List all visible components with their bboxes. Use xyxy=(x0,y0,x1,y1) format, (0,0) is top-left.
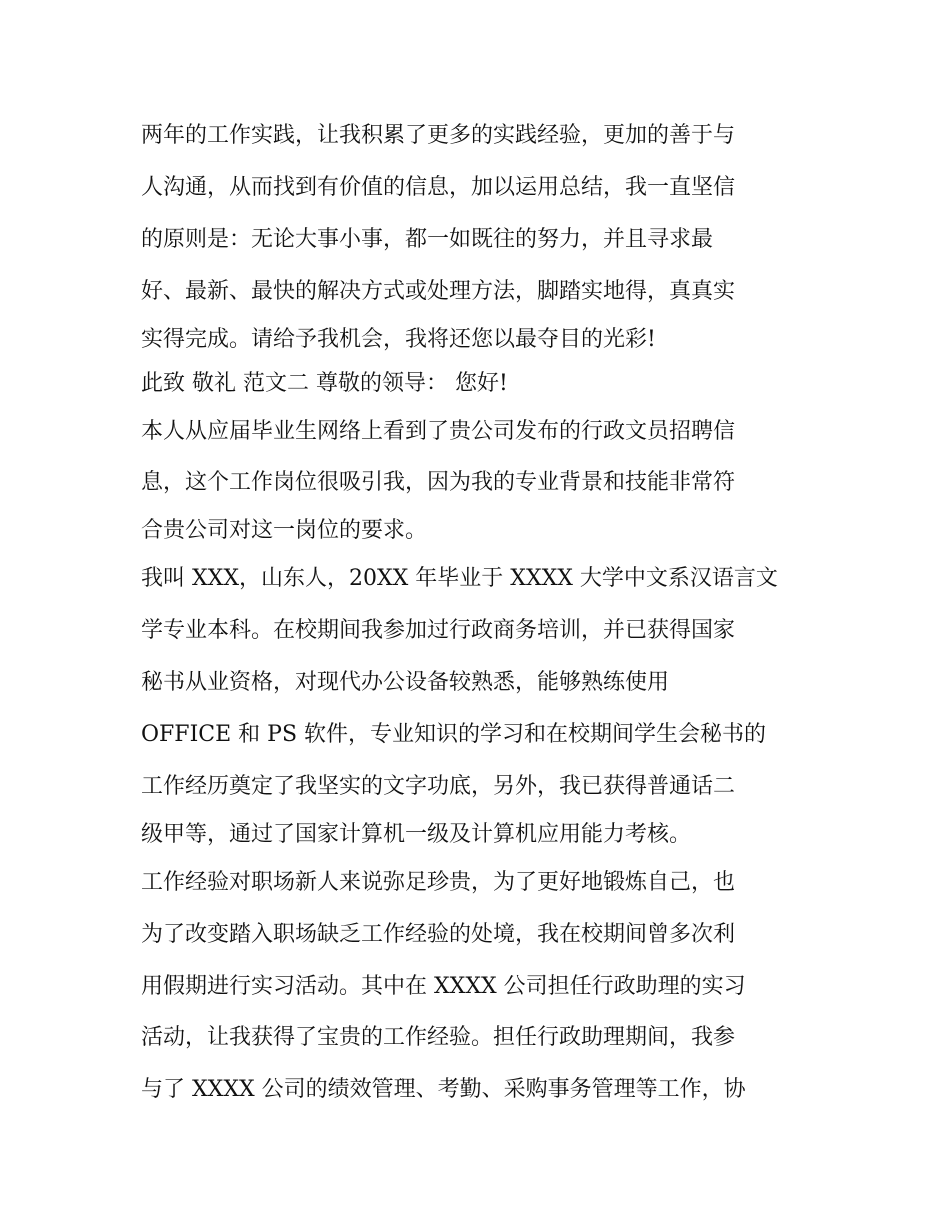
text-line: 级甲等，通过了国家计算机一级及计算机应用能力考核。 xyxy=(141,821,692,847)
text-line: 与了 XXXX 公司的绩效管理、考勤、采购事务管理等工作，协 xyxy=(141,1077,746,1103)
text-line: 活动，让我获得了宝贵的工作经验。担任行政助理期间，我参 xyxy=(141,1025,736,1051)
text-line: 工作经历奠定了我坚实的文字功底，另外，我已获得普通话二 xyxy=(141,773,736,799)
text-line: 我叫 XXX，山东人，20XX 年毕业于 XXXX 大学中文系汉语言文 xyxy=(141,566,778,592)
text-line: 用假期进行实习活动。其中在 XXXX 公司担任行政助理的实习 xyxy=(141,973,746,999)
document-body xyxy=(141,110,813,1116)
text-line: 两年的工作实践，让我积累了更多的实践经验，更加的善于与 xyxy=(141,123,736,148)
text-line: 秘书从业资格，对现代办公设备较熟悉，能够熟练使用 xyxy=(141,670,670,696)
text-line: 工作经验对职场新人来说弥足珍贵，为了更好地锻炼自己，也 xyxy=(141,869,736,895)
text-line: 息，这个工作岗位很吸引我，因为我的专业背景和技能非常符 xyxy=(141,470,736,496)
text-line: 好、最新、最快的解决方式或处理方法，脚踏实地得，真真实 xyxy=(141,278,736,304)
text-line: OFFICE 和 PS 软件，专业知识的学习和在校期间学生会秘书的 xyxy=(141,722,767,748)
text-line: 合贵公司对这一岗位的要求。 xyxy=(141,518,428,544)
text-line: 为了改变踏入职场缺乏工作经验的处境，我在校期间曾多次利 xyxy=(141,921,736,947)
text-line: 学专业本科。在校期间我参加过行政商务培训，并已获得国家 xyxy=(141,618,736,644)
text-line: 实得完成。请给予我机会，我将还您以最夺目的光彩! xyxy=(141,326,656,352)
text-line: 人沟通，从而找到有价值的信息，加以运用总结，我一直坚信 xyxy=(141,174,736,200)
text-line: 的原则是：无论大事小事，都一如既往的努力，并且寻求最 xyxy=(141,226,714,252)
text-line: 此致 敬礼 范文二 尊敬的领导： 您好! xyxy=(141,370,508,396)
text-line: 本人从应届毕业生网络上看到了贵公司发布的行政文员招聘信 xyxy=(141,418,736,444)
